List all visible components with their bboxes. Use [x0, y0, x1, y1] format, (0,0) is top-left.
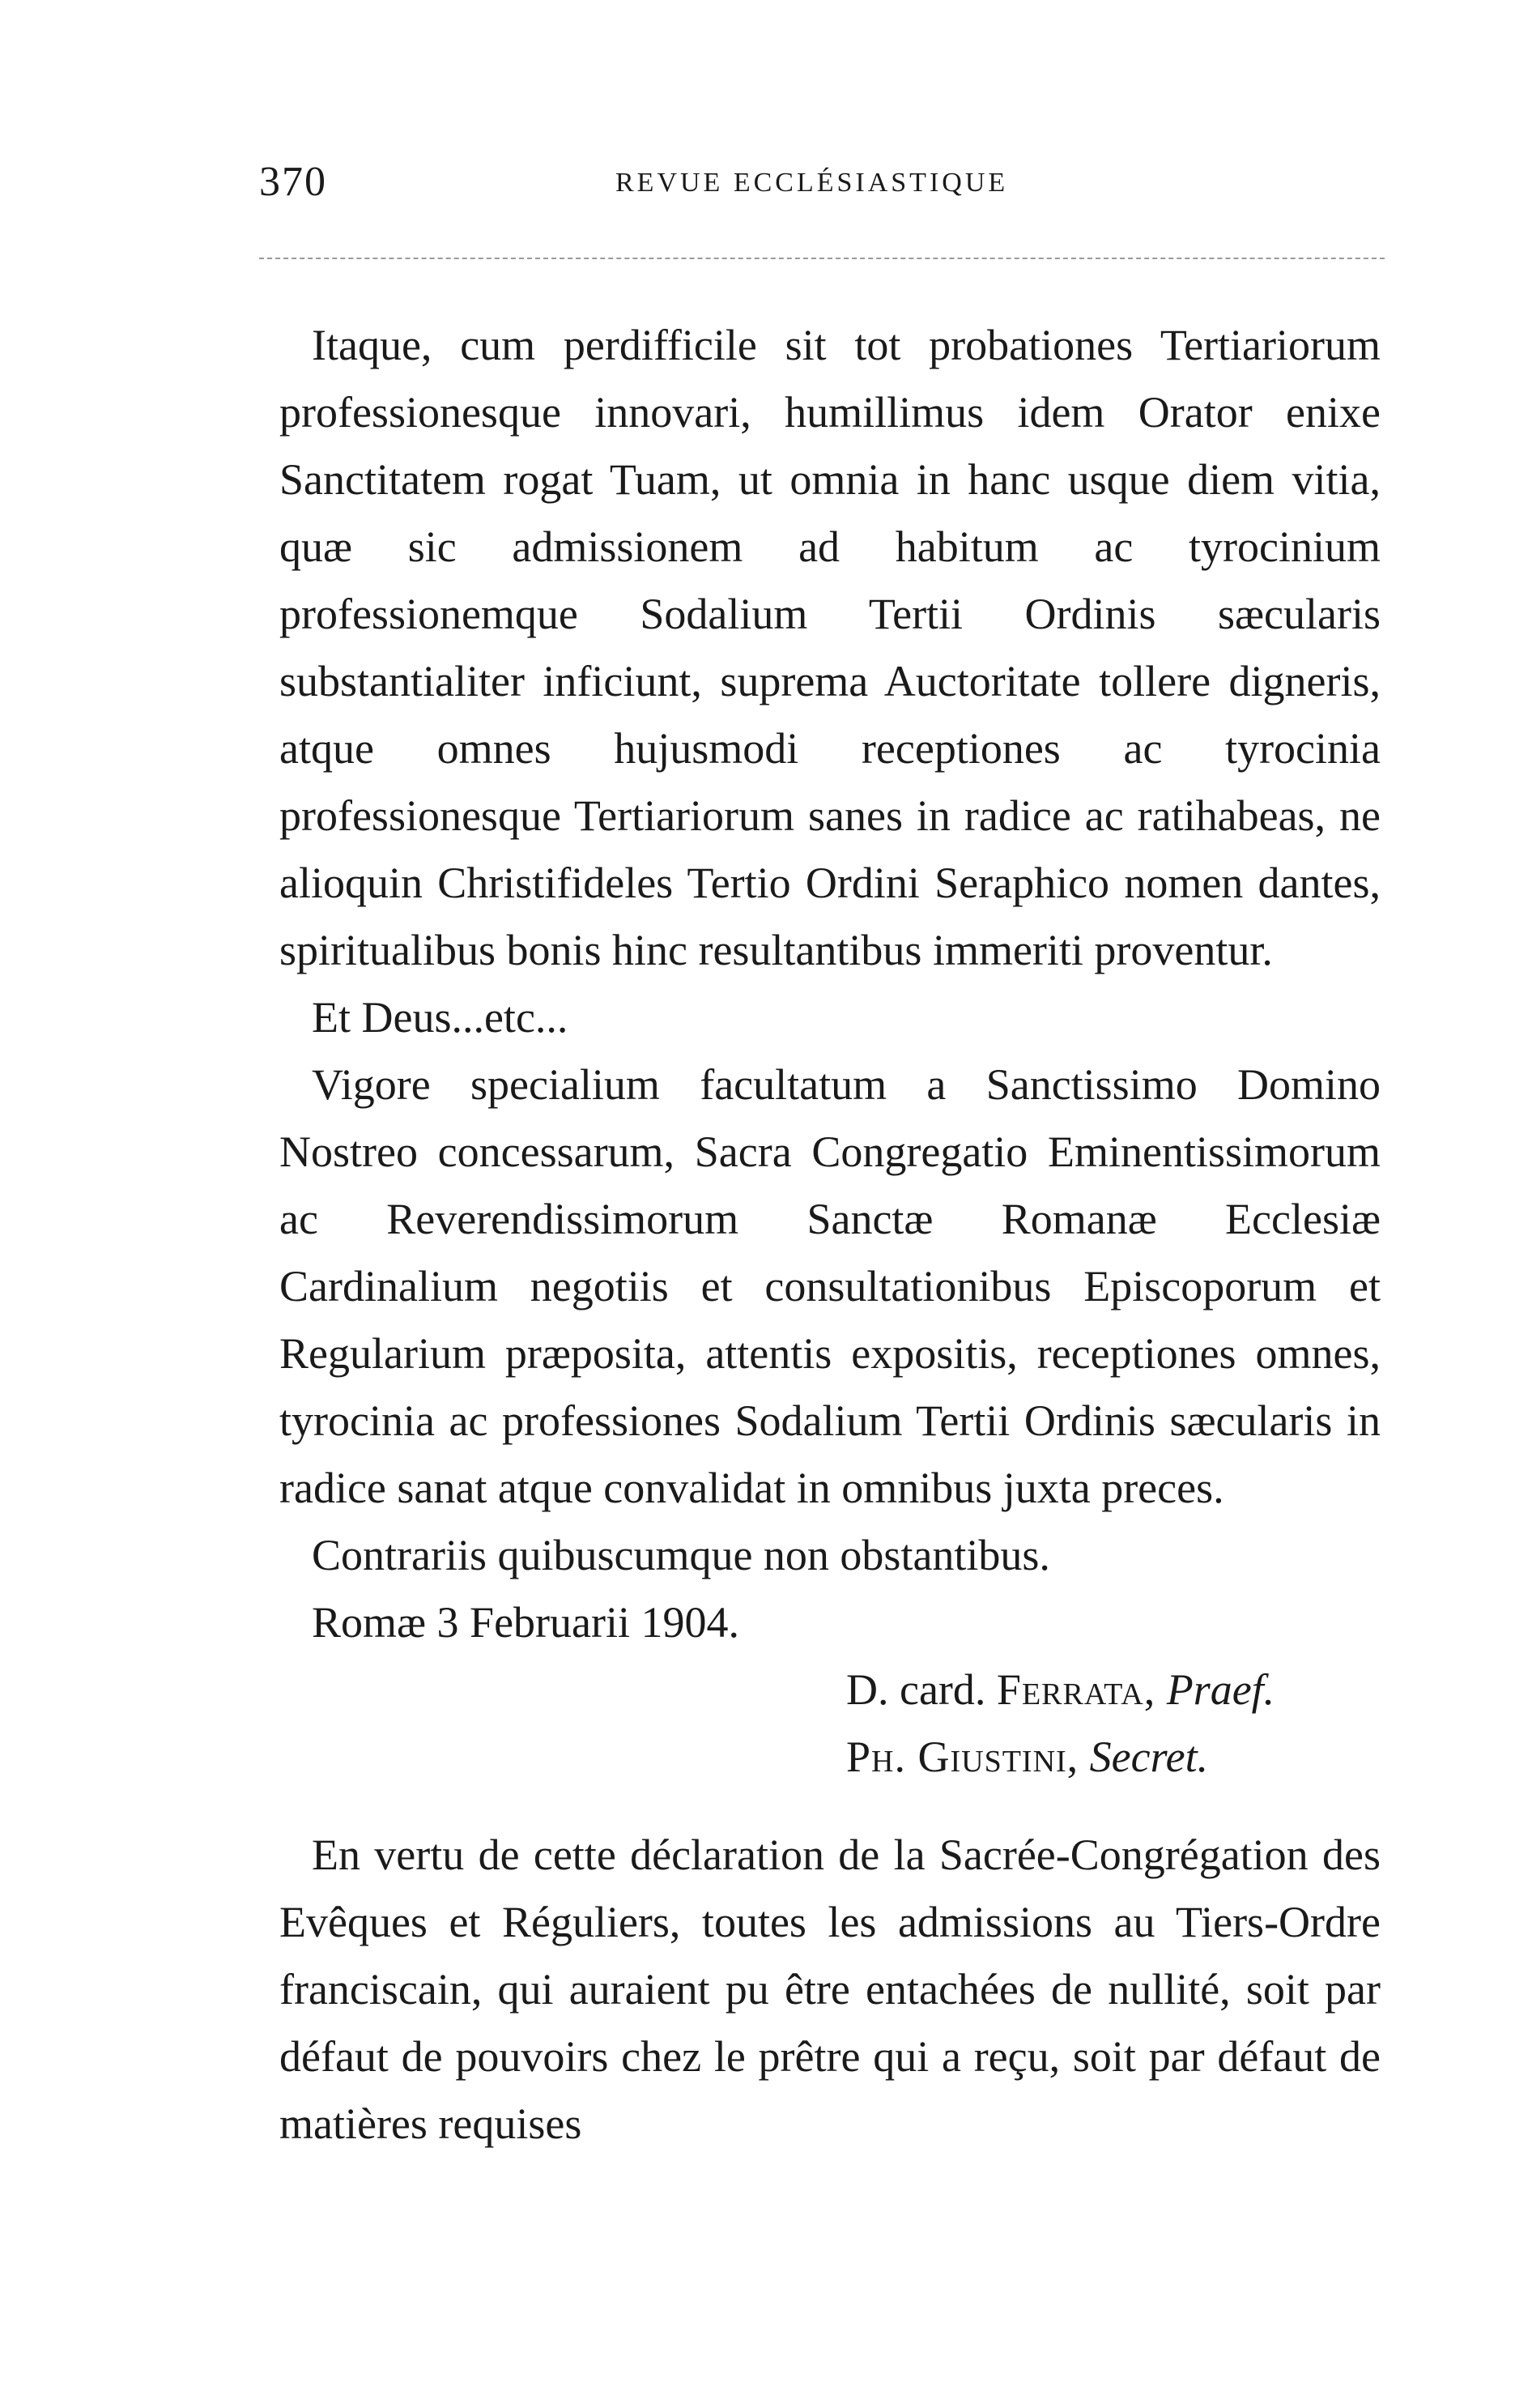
- signature-prefect-prefix: D. card.: [846, 1665, 986, 1714]
- paragraph-et-deus: Et Deus...etc...: [312, 993, 568, 1042]
- paragraph-petition: Itaque, cum perdifficile sit tot probationes Tertiariorum professionesque innovari, humillimus idem Orator enixe Sanctitatem rogat Tuam, ut omnia in hanc usque diem vitia, quæ sic admissionem ad habitum ac tyrocinium professionemque Sodalium Tertii Ordinis sæcularis substantialiter inficiunt, suprema Auctoritate tollere digneris, atque omnes hujusmodi receptiones ac tyrocinia professionesque Tertiariorum sanes in radice ac ratihabeas, ne alioquin Christifideles Tertio Ordini Seraphico nomen dantes, spiritualibus bonis hinc resultantibus immeriti proventur.: [279, 321, 1381, 974]
- page-number: 370: [259, 159, 327, 205]
- paragraph-contrariis: Contrariis quibuscumque non obstantibus.: [312, 1531, 1050, 1579]
- signature-prefect: [279, 1656, 1381, 1724]
- paragraph-date: Romæ 3 Februarii 1904.: [312, 1598, 739, 1647]
- signature-prefect-name: Ferrata,: [996, 1665, 1156, 1714]
- paragraph-commentary: En vertu de cette déclaration de la Sacrée-Congrégation des Evêques et Réguliers, toutes les admissions au Tiers-Ordre franciscain, qui auraient pu être entachées de nullité, soit par défaut de pouvoirs chez le prêtre qui a reçu, soit par défaut de matières requises: [279, 1831, 1381, 2148]
- section-gap: [279, 1791, 1381, 1822]
- paragraph-decree: Vigore specialium facultatum a Sanctissimo Domino Nostreo concessarum, Sacra Congregatio Eminentissimorum ac Reverendissimorum Sanctæ Romanæ Ecclesiæ Cardinalium negotiis et consultationibus Episcoporum et Regularium præposita, attentis expositis, receptiones omnes, tyrocinia ac professiones Sodalium Tertii Ordinis sæcularis in radice sanat atque convalidat in omnibus juxta preces.: [279, 1060, 1381, 1512]
- running-head: [259, 158, 1393, 215]
- signature-secretary-title: Secret.: [1089, 1732, 1209, 1781]
- running-title: REVUE ECCLÉSIASTIQUE: [615, 168, 1009, 198]
- main-text: [279, 312, 1381, 2158]
- header-rule: [259, 258, 1385, 259]
- signature-secretary-name: Ph. Giustini,: [846, 1732, 1079, 1781]
- signature-secretary: [279, 1724, 1381, 1791]
- signature-prefect-title: Praef.: [1166, 1665, 1275, 1714]
